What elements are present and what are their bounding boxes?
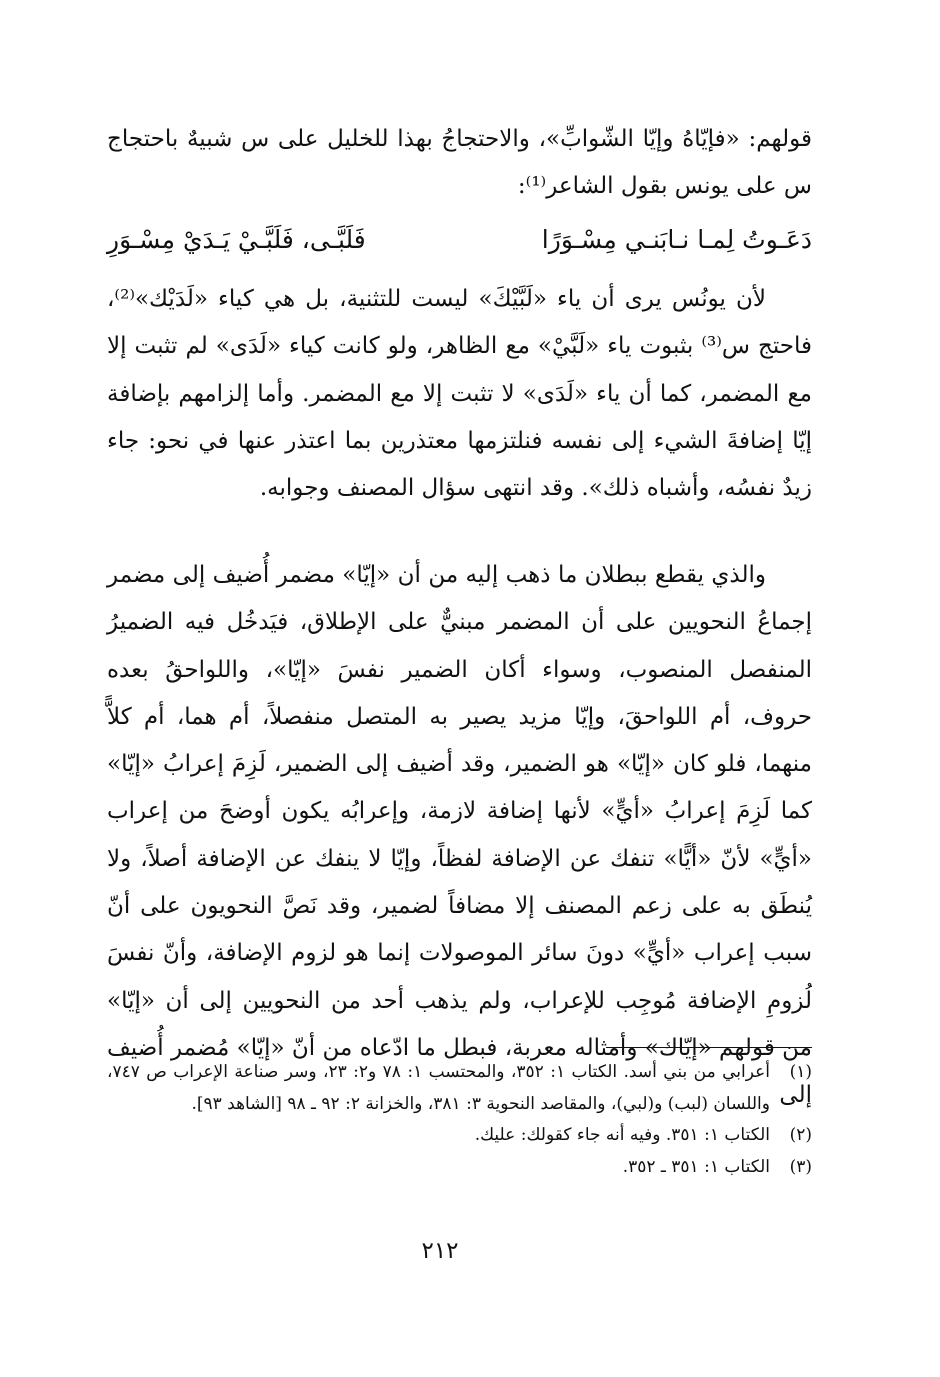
footnotes bbox=[107, 1057, 812, 1183]
paragraph-1 bbox=[107, 276, 812, 512]
footnote-divider bbox=[606, 1047, 812, 1048]
footnote-3 bbox=[107, 1152, 812, 1184]
footnote-2 bbox=[107, 1120, 812, 1152]
paragraph-2 bbox=[107, 552, 812, 1120]
paragraph-2-text: والذي يقطع ببطلان ما ذهب إليه من أن «إيّا» مضمر أُضيف إلى مضمر إجماعُ النحويين على أن المضمر مبنيٌّ على الإطلاق، فيَدخُل فيه الضميرُ المنفصل المنصوب، وسواء أكان الضمير نفسَ «إيّا»، واللواحقُ بعده حروف، أم اللواحقَ، وإيّا مزيد يصير به المتصل منفصلاً، أم هما، أم كلاًّ منهما، فلو كان «إيّا» هو الضمير، وقد أضيف إلى الضمير، لَزِمَ إعرابُ «إيّا» كما لَزِمَ إعرابُ «أيٍّ» لأنها إضافة لازمة، وإعرابُه يكون أوضحَ من إعراب «أيٍّ» لأنّ «أيًّا» تنفك عن الإضافة لفظاً، وإيّا لا ينفك عن الإضافة أصلاً، ولا يُنطَق به على زعم المصنف إلا مضافاً لضمير، وقد نَصَّ النحويون على أنّ سبب إعراب «أيٍّ» دونَ سائر الموصولات إنما هو لزوم الإضافة، وأنّ نفسَ لُزومِ الإضافة مُوجِب للإعراب، ولم يذهب أحد من النحويين إلى أن «إيّا» من قولهم «إيّاك» وأمثاله معربة، فبطل ما ادّعاه من أنّ «إيّا» مُضمر أُضيف إلى bbox=[107, 562, 812, 1109]
poetry-verse bbox=[107, 216, 812, 264]
intro-paragraph bbox=[107, 116, 812, 211]
paragraph-1-text: لأن يونُس يرى أن ياء «لَبَّيْكَ» ليست للتثنية، بل هي كياء «لَدَيْك»⁽²⁾، فاحتج س⁽³⁾ بثبوت ياء «لَبَّيْ» مع الظاهر، ولو كانت كياء «لَدَى» لم تثبت إلا مع المضمر، كما أن ياء «لَدَى» لا تثبت إلا مع المضمر. وأما إلزامهم بإضافة إيّا إضافةَ الشيء إلى نفسه فنلتزمها معتذرين بما اعتذر عنها في نحو: جاء زيدٌ نفسُه، وأشباه ذلك». وقد انتهى سؤال المصنف وجوابه. bbox=[107, 286, 812, 502]
footnote-1-number: (١) bbox=[789, 1062, 812, 1082]
verse-first-hemistich: دَعَـوتُ لِمـا نـابَنـي مِسْـوَرًا bbox=[541, 225, 812, 254]
footnote-1 bbox=[107, 1057, 812, 1120]
footnote-2-number: (٢) bbox=[789, 1125, 812, 1145]
footnote-1-text: أعرابي من بني أسد. الكتاب ١: ٣٥٢، والمحتسب ١: ٧٨ و٢: ٢٣، وسر صناعة الإعراب ص ٧٤٧، واللسان (لبب) و(لبي)، والمقاصد النحوية ٣: ٣٨١، والخزانة ٢: ٩٢ ـ ٩٨ [الشاهد ٩٣]. bbox=[107, 1062, 770, 1114]
page-number: ٢١٢ bbox=[421, 1238, 459, 1264]
footnote-2-text: الكتاب ١: ٣٥١. وفيه أنه جاء كقولك: عليك. bbox=[474, 1125, 770, 1145]
footnote-3-number: (٣) bbox=[789, 1156, 812, 1177]
intro-text: قولهم: «فإيّاهُ وإيّا الشّوابِّ»، والاحتجاجُ بهذا للخليل على س شبيهٌ باحتجاج س على يونس بقول الشاعر⁽¹⁾: bbox=[107, 126, 812, 200]
verse-second-hemistich: فَلَبَّـى، فَلَبَّـيْ يَـدَيْ مِسْـوَرِ bbox=[107, 225, 366, 254]
footnote-3-text: الكتاب ١: ٣٥١ ـ ٣٥٢. bbox=[622, 1156, 770, 1177]
